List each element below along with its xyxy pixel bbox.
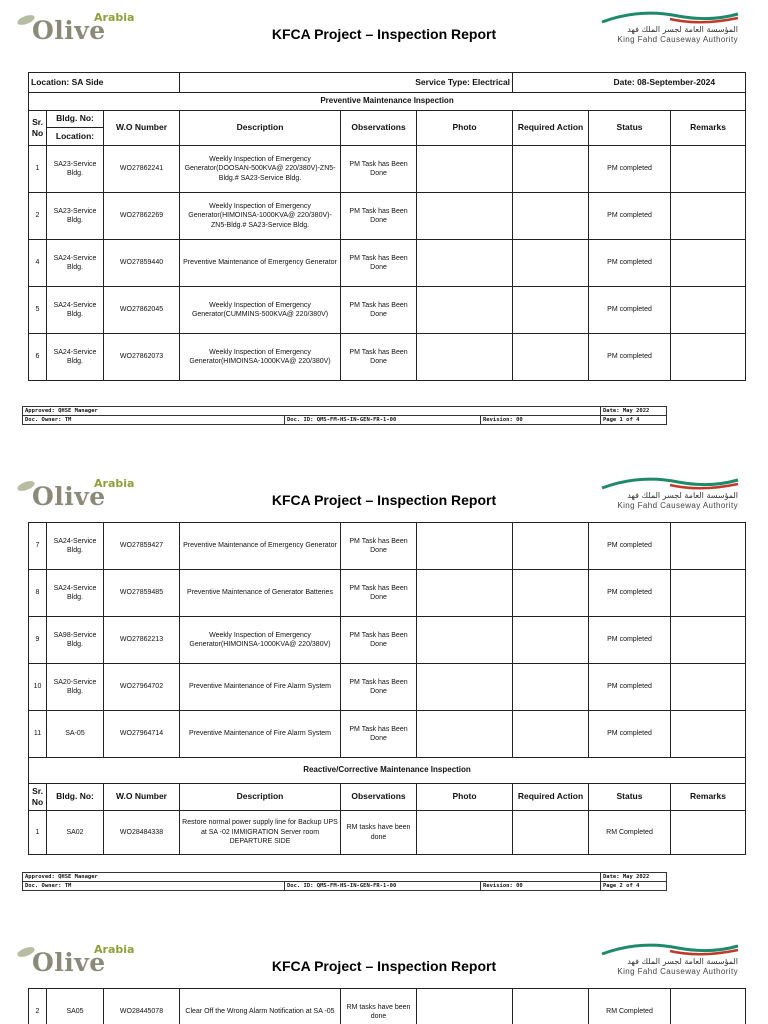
wo-number-cell: WO27862241	[104, 146, 180, 193]
description-cell: Clear Off the Wrong Alarm Notification at SA -05	[180, 989, 341, 1024]
status-cell: RM Completed	[589, 989, 671, 1024]
page-header	[0, 0, 768, 62]
observations-cell: PM Task has Been Done	[341, 664, 417, 711]
col-header-bldg-no: Bldg. No:	[47, 111, 104, 128]
wo-number-cell: WO27862045	[104, 287, 180, 334]
kfca-swoosh-icon	[600, 476, 740, 492]
wo-number-cell: WO27964702	[104, 664, 180, 711]
required-action-cell	[513, 146, 589, 193]
remarks-cell	[671, 570, 746, 617]
inspection-table	[28, 522, 746, 855]
remarks-cell	[671, 523, 746, 570]
table-row	[29, 989, 746, 1024]
kfca-english-name: King Fahd Causeway Authority	[617, 967, 738, 976]
required-action-cell	[513, 570, 589, 617]
wo-number-cell: WO27859440	[104, 240, 180, 287]
wo-number-cell: WO27859427	[104, 523, 180, 570]
col-header-description: Description	[180, 784, 341, 811]
olive-logo-arabia: Arabia	[94, 11, 135, 24]
required-action-cell	[513, 711, 589, 758]
description-cell: Weekly Inspection of Emergency Generator(CUMMINS-500KVA@ 220/380V)	[180, 287, 341, 334]
status-cell: PM completed	[589, 570, 671, 617]
wo-number-cell: WO27964714	[104, 711, 180, 758]
building-cell: SA24-Service Bldg.	[47, 523, 104, 570]
report-title: KFCA Project – Inspection Report	[271, 492, 497, 508]
footer-page-number: Page 2 of 4	[601, 882, 667, 891]
observations-cell: PM Task has Been Done	[341, 523, 417, 570]
sr-no-cell: 7	[29, 523, 47, 570]
building-cell: SA24-Service Bldg.	[47, 287, 104, 334]
building-cell: SA24-Service Bldg.	[47, 334, 104, 381]
service-type-label: Service Type: Electrical	[180, 73, 513, 93]
col-header-remarks: Remarks	[671, 111, 746, 146]
footer-doc-id: Doc. ID: QMS-FM-HS-IN-GEN-FR-1-00	[285, 882, 481, 891]
footer-approved: Approved: QHSE Manager	[23, 407, 601, 416]
olive-logo-arabia: Arabia	[94, 943, 135, 956]
description-cell: Preventive Maintenance of Generator Batteries	[180, 570, 341, 617]
required-action-cell	[513, 287, 589, 334]
page-header	[0, 932, 768, 994]
remarks-cell	[671, 711, 746, 758]
footer-revision: Revision: 00	[481, 882, 601, 891]
col-header-sr-no: Sr. No	[29, 111, 47, 146]
footer-date: Date: May 2022	[601, 873, 667, 882]
table-row	[29, 523, 746, 570]
col-header-required-action: Required Action	[513, 784, 589, 811]
olive-logo-word: Olive	[32, 948, 106, 977]
table-row	[29, 617, 746, 664]
photo-cell	[417, 664, 513, 711]
description-cell: Weekly Inspection of Emergency Generator(HIMOINSA-1000KVA@ 220/380V)	[180, 334, 341, 381]
col-header-description: Description	[180, 111, 341, 146]
wo-number-cell: WO27862213	[104, 617, 180, 664]
required-action-cell	[513, 989, 589, 1024]
footer-approved: Approved: QHSE Manager	[23, 873, 601, 882]
sr-no-cell: 1	[29, 146, 47, 193]
footer-owner: Doc. Owner: TM	[23, 882, 285, 891]
wo-number-cell: WO27862269	[104, 193, 180, 240]
report-date: Date: 08-September-2024	[513, 73, 746, 93]
remarks-cell	[671, 664, 746, 711]
location-label: Location: SA Side	[29, 73, 180, 93]
report-page-3	[0, 932, 768, 1020]
page-header	[0, 466, 768, 528]
required-action-cell	[513, 664, 589, 711]
kfca-arabic-name: المؤسسة العامة لجسر الملك فهد	[627, 957, 738, 966]
required-action-cell	[513, 240, 589, 287]
sr-no-cell: 1	[29, 811, 47, 855]
required-action-cell	[513, 334, 589, 381]
kfca-swoosh-icon	[600, 942, 740, 958]
table-row	[29, 570, 746, 617]
kfca-logo	[600, 10, 740, 50]
required-action-cell	[513, 523, 589, 570]
col-header-photo: Photo	[417, 111, 513, 146]
photo-cell	[417, 711, 513, 758]
remarks-cell	[671, 989, 746, 1024]
remarks-cell	[671, 811, 746, 855]
remarks-cell	[671, 193, 746, 240]
description-cell: Preventive Maintenance of Fire Alarm System	[180, 711, 341, 758]
kfca-swoosh-icon	[600, 10, 740, 26]
olive-logo-word: Olive	[32, 16, 106, 45]
status-cell: PM completed	[589, 193, 671, 240]
building-cell: SA23-Service Bldg.	[47, 146, 104, 193]
description-cell: Preventive Maintenance of Emergency Generator	[180, 523, 341, 570]
observations-cell: PM Task has Been Done	[341, 240, 417, 287]
col-header-photo: Photo	[417, 784, 513, 811]
building-cell: SA98-Service Bldg.	[47, 617, 104, 664]
table-row	[29, 811, 746, 855]
olive-logo-word: Olive	[32, 482, 106, 511]
olive-logo-arabia: Arabia	[94, 477, 135, 490]
wo-number-cell: WO27862073	[104, 334, 180, 381]
photo-cell	[417, 617, 513, 664]
table-row	[29, 334, 746, 381]
document-footer	[22, 872, 667, 891]
section-title-preventive: Preventive Maintenance Inspection	[29, 93, 746, 111]
wo-number-cell: WO28484338	[104, 811, 180, 855]
description-cell: Preventive Maintenance of Fire Alarm System	[180, 664, 341, 711]
col-header-status: Status	[589, 111, 671, 146]
kfca-english-name: King Fahd Causeway Authority	[617, 35, 738, 44]
photo-cell	[417, 523, 513, 570]
sr-no-cell: 2	[29, 989, 47, 1024]
col-header-observations: Observations	[341, 784, 417, 811]
building-cell: SA23-Service Bldg.	[47, 193, 104, 240]
sr-no-cell: 10	[29, 664, 47, 711]
inspection-table	[28, 72, 746, 381]
photo-cell	[417, 146, 513, 193]
description-cell: Preventive Maintenance of Emergency Generator	[180, 240, 341, 287]
observations-cell: PM Task has Been Done	[341, 287, 417, 334]
footer-doc-id: Doc. ID: QMS-FM-HS-IN-GEN-FR-1-00	[285, 416, 481, 425]
building-cell: SA24-Service Bldg.	[47, 570, 104, 617]
sr-no-cell: 8	[29, 570, 47, 617]
remarks-cell	[671, 146, 746, 193]
observations-cell: PM Task has Been Done	[341, 570, 417, 617]
wo-number-cell: WO27859485	[104, 570, 180, 617]
table-row	[29, 193, 746, 240]
observations-cell: PM Task has Been Done	[341, 146, 417, 193]
photo-cell	[417, 240, 513, 287]
col-header-location: Location:	[47, 128, 104, 146]
footer-owner: Doc. Owner: TM	[23, 416, 285, 425]
description-cell: Restore normal power supply line for Backup UPS at SA -02 IMMIGRATION Server room DEPARTURE SIDE	[180, 811, 341, 855]
status-cell: PM completed	[589, 523, 671, 570]
building-cell: SA02	[47, 811, 104, 855]
col-header-sr-no: Sr. No	[29, 784, 47, 811]
kfca-arabic-name: المؤسسة العامة لجسر الملك فهد	[627, 491, 738, 500]
status-cell: RM Completed	[589, 811, 671, 855]
col-header-required-action: Required Action	[513, 111, 589, 146]
photo-cell	[417, 193, 513, 240]
photo-cell	[417, 287, 513, 334]
remarks-cell	[671, 287, 746, 334]
building-cell: SA20-Service Bldg.	[47, 664, 104, 711]
observations-cell: PM Task has Been Done	[341, 193, 417, 240]
building-cell: SA-05	[47, 711, 104, 758]
footer-date: Date: May 2022	[601, 407, 667, 416]
status-cell: PM completed	[589, 146, 671, 193]
status-cell: PM completed	[589, 287, 671, 334]
kfca-logo	[600, 476, 740, 516]
observations-cell: PM Task has Been Done	[341, 334, 417, 381]
status-cell: PM completed	[589, 711, 671, 758]
required-action-cell	[513, 193, 589, 240]
col-header-bldg-no: Bldg. No:	[47, 784, 104, 811]
sr-no-cell: 9	[29, 617, 47, 664]
photo-cell	[417, 334, 513, 381]
section-title-reactive: Reactive/Corrective Maintenance Inspection	[29, 758, 746, 784]
table-row	[29, 711, 746, 758]
building-cell: SA24-Service Bldg.	[47, 240, 104, 287]
required-action-cell	[513, 811, 589, 855]
photo-cell	[417, 570, 513, 617]
description-cell: Weekly Inspection of Emergency Generator(HIMOINSA-1000KVA@ 220/380V)	[180, 617, 341, 664]
remarks-cell	[671, 617, 746, 664]
sr-no-cell: 11	[29, 711, 47, 758]
sr-no-cell: 2	[29, 193, 47, 240]
photo-cell	[417, 811, 513, 855]
table-row	[29, 664, 746, 711]
col-header-wo-number: W.O Number	[104, 111, 180, 146]
col-header-observations: Observations	[341, 111, 417, 146]
footer-page-number: Page 1 of 4	[601, 416, 667, 425]
col-header-wo-number: W.O Number	[104, 784, 180, 811]
report-title: KFCA Project – Inspection Report	[271, 958, 497, 974]
sr-no-cell: 5	[29, 287, 47, 334]
status-cell: PM completed	[589, 664, 671, 711]
table-row	[29, 146, 746, 193]
report-page-2	[0, 466, 768, 889]
footer-revision: Revision: 00	[481, 416, 601, 425]
sr-no-cell: 4	[29, 240, 47, 287]
table-row	[29, 240, 746, 287]
observations-cell: PM Task has Been Done	[341, 617, 417, 664]
building-cell: SA05	[47, 989, 104, 1024]
remarks-cell	[671, 240, 746, 287]
required-action-cell	[513, 617, 589, 664]
remarks-cell	[671, 334, 746, 381]
status-cell: PM completed	[589, 240, 671, 287]
kfca-english-name: King Fahd Causeway Authority	[617, 501, 738, 510]
photo-cell	[417, 989, 513, 1024]
observations-cell: RM tasks have been done	[341, 811, 417, 855]
table-row	[29, 287, 746, 334]
col-header-remarks: Remarks	[671, 784, 746, 811]
description-cell: Weekly Inspection of Emergency Generator(HIMOINSA-1000KVA@ 220/380V)-ZN5-Bldg.# SA23-Service Bldg.	[180, 193, 341, 240]
wo-number-cell: WO28445078	[104, 989, 180, 1024]
report-title: KFCA Project – Inspection Report	[271, 26, 497, 42]
kfca-arabic-name: المؤسسة العامة لجسر الملك فهد	[627, 25, 738, 34]
document-footer	[22, 406, 667, 425]
observations-cell: PM Task has Been Done	[341, 711, 417, 758]
status-cell: PM completed	[589, 334, 671, 381]
description-cell: Weekly Inspection of Emergency Generator(DOOSAN-500KVA@ 220/380V)-ZN5-Bldg.# SA23-Service Bldg.	[180, 146, 341, 193]
sr-no-cell: 6	[29, 334, 47, 381]
observations-cell: RM tasks have been done	[341, 989, 417, 1024]
col-header-status: Status	[589, 784, 671, 811]
status-cell: PM completed	[589, 617, 671, 664]
kfca-logo	[600, 942, 740, 982]
report-page-1	[0, 0, 768, 423]
inspection-table	[28, 988, 746, 1024]
